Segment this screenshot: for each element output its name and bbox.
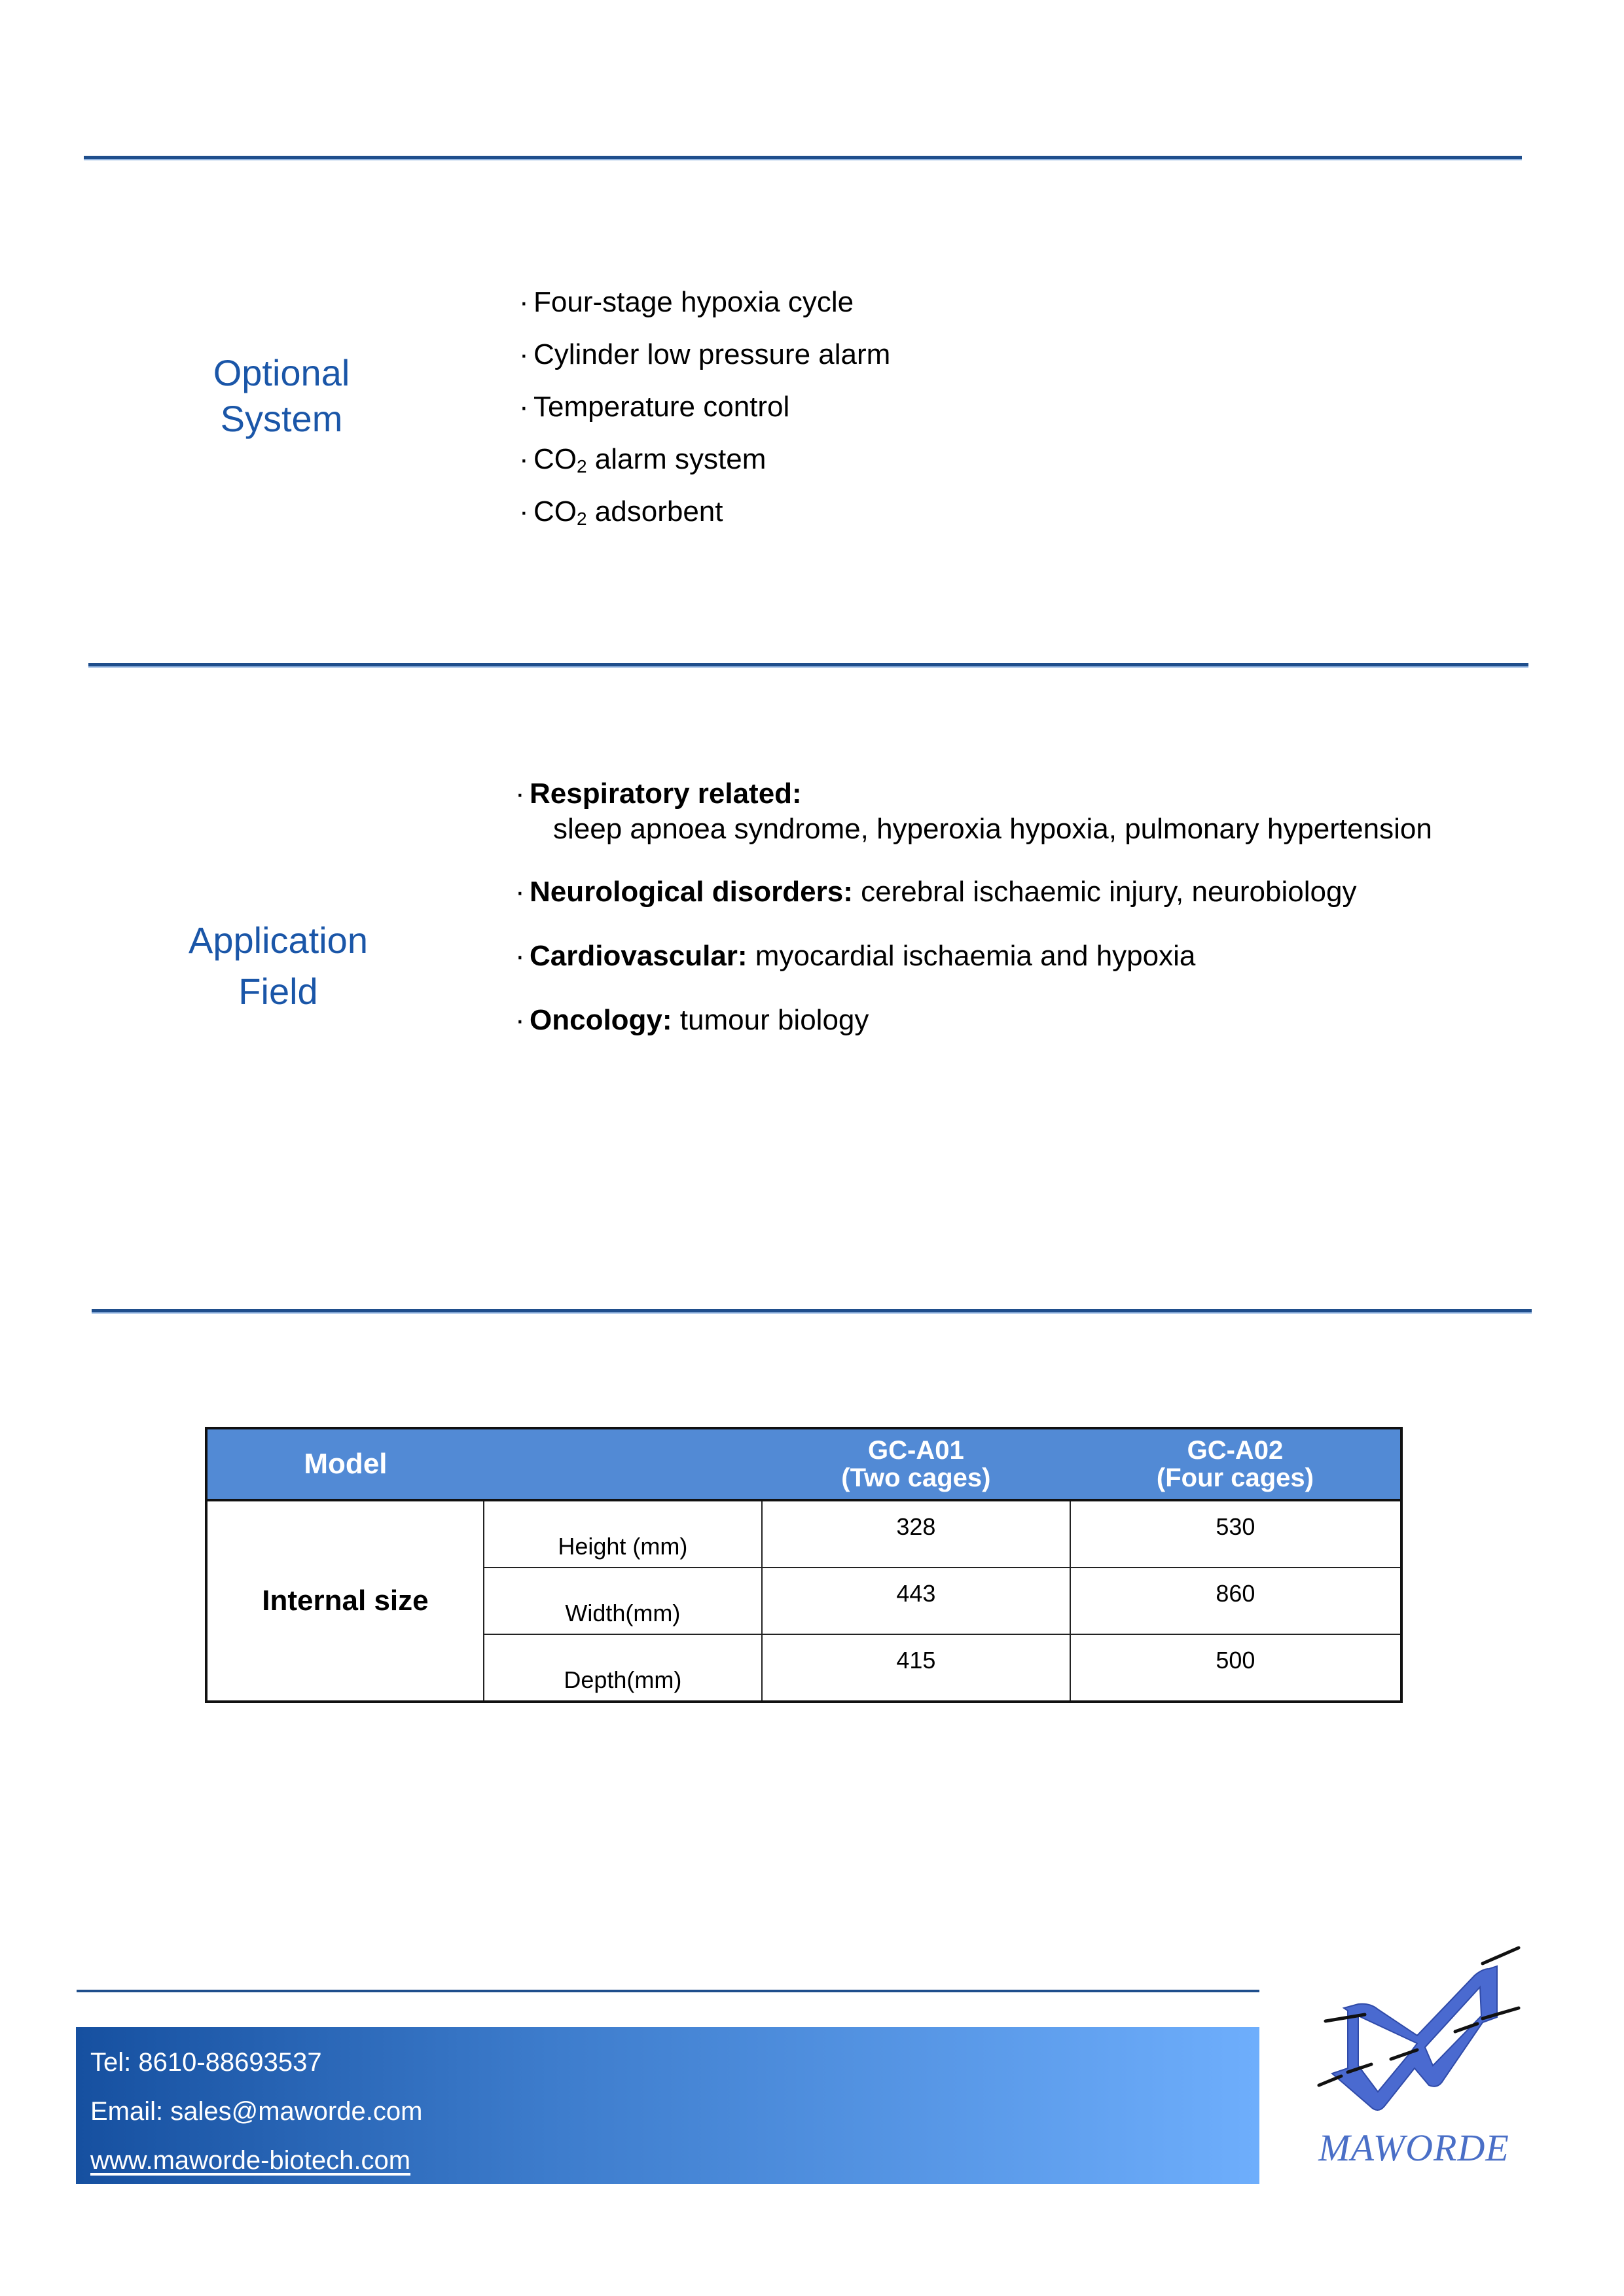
- bullet-icon: ·: [515, 1004, 525, 1036]
- bullet-icon: ·: [515, 876, 525, 908]
- cell-gc-a01: 415: [762, 1634, 1070, 1702]
- list-item-text: Temperature control: [533, 391, 790, 423]
- logo-mark: [1332, 1966, 1497, 2110]
- bullet-icon: ·: [519, 443, 529, 475]
- section-divider-middle: [88, 663, 1528, 666]
- list-item-text: myocardial ischaemia and hypoxia: [747, 940, 1196, 972]
- table-header-row: [206, 1428, 1401, 1500]
- chemical-formula: CO: [533, 495, 577, 528]
- header-gc-a02: [1070, 1428, 1401, 1500]
- chemical-subscript: 2: [577, 509, 587, 529]
- list-item-label: Respiratory related:: [530, 778, 802, 810]
- bullet-icon: ·: [519, 338, 529, 370]
- logo-wordmark: MAWORDE: [1318, 2126, 1509, 2169]
- list-item-text: Four-stage hypoxia cycle: [533, 286, 854, 318]
- header-model: Model: [206, 1428, 484, 1500]
- spec-table: [205, 1427, 1403, 1703]
- section-divider-top: [84, 156, 1522, 159]
- application-field-title-line1: Application: [189, 920, 368, 961]
- row-label: Width(mm): [484, 1568, 762, 1634]
- optional-system-list: [519, 276, 890, 538]
- optional-system-title-line1: Optional: [213, 352, 350, 393]
- list-item: [515, 874, 1432, 910]
- list-item-text: adsorbent: [586, 495, 723, 528]
- contact-banner: [76, 2027, 1259, 2184]
- bullet-icon: ·: [519, 495, 529, 528]
- list-item: [519, 276, 890, 329]
- chemical-subscript: 2: [577, 456, 587, 476]
- bullet-icon: ·: [515, 778, 525, 810]
- bullet-icon: ·: [519, 286, 529, 318]
- optional-system-title-line2: System: [220, 398, 343, 439]
- list-item-label: Oncology:: [530, 1004, 672, 1036]
- table-row: [206, 1500, 1401, 1568]
- header-gc-a01-model: GC-A01: [868, 1436, 964, 1465]
- header-gc-a02-model: GC-A02: [1187, 1436, 1284, 1465]
- application-field-title: [170, 915, 386, 1017]
- chemical-formula: CO: [533, 443, 577, 475]
- list-item-label: Neurological disorders:: [530, 876, 853, 908]
- cell-gc-a02: 860: [1070, 1568, 1401, 1634]
- header-blank: [484, 1428, 762, 1500]
- list-item-label: Cardiovascular:: [530, 940, 748, 972]
- row-label: Depth(mm): [484, 1634, 762, 1702]
- list-item-text: cerebral ischaemic injury, neurobiology: [852, 876, 1357, 908]
- contact-email[interactable]: Email: sales@maworde.com: [90, 2097, 423, 2126]
- cell-gc-a01: 443: [762, 1568, 1070, 1634]
- list-item: [515, 939, 1432, 974]
- list-item-text: Cylinder low pressure alarm: [533, 338, 891, 370]
- list-item: [519, 433, 890, 486]
- header-gc-a01: [762, 1428, 1070, 1500]
- list-item: [515, 1003, 1432, 1038]
- list-item: [519, 381, 890, 433]
- list-item: [519, 329, 890, 381]
- list-item-text: tumour biology: [672, 1004, 869, 1036]
- list-item-text: alarm system: [586, 443, 767, 475]
- application-field-title-line2: Field: [238, 971, 318, 1012]
- group-internal-size: Internal size: [206, 1500, 484, 1702]
- contact-tel: Tel: 8610-88693537: [90, 2048, 322, 2077]
- header-gc-a02-desc: (Four cages): [1156, 1463, 1314, 1492]
- cell-gc-a01: 328: [762, 1500, 1070, 1568]
- footer-divider: [77, 1990, 1259, 1992]
- list-item-continuation: sleep apnoea syndrome, hyperoxia hypoxia, pulmonary hypertension: [553, 813, 1432, 845]
- bullet-icon: ·: [515, 940, 525, 972]
- header-gc-a01-desc: (Two cages): [841, 1463, 991, 1492]
- list-item: [515, 776, 1432, 847]
- cell-gc-a02: 500: [1070, 1634, 1401, 1702]
- bullet-icon: ·: [519, 391, 529, 423]
- website-link[interactable]: www.maworde-biotech.com: [90, 2146, 411, 2175]
- optional-system-title: [190, 350, 373, 442]
- cell-gc-a02: 530: [1070, 1500, 1401, 1568]
- row-label: Height (mm): [484, 1500, 762, 1568]
- section-divider-table: [92, 1309, 1532, 1312]
- application-field-list: [515, 776, 1432, 1038]
- list-item: [519, 486, 890, 538]
